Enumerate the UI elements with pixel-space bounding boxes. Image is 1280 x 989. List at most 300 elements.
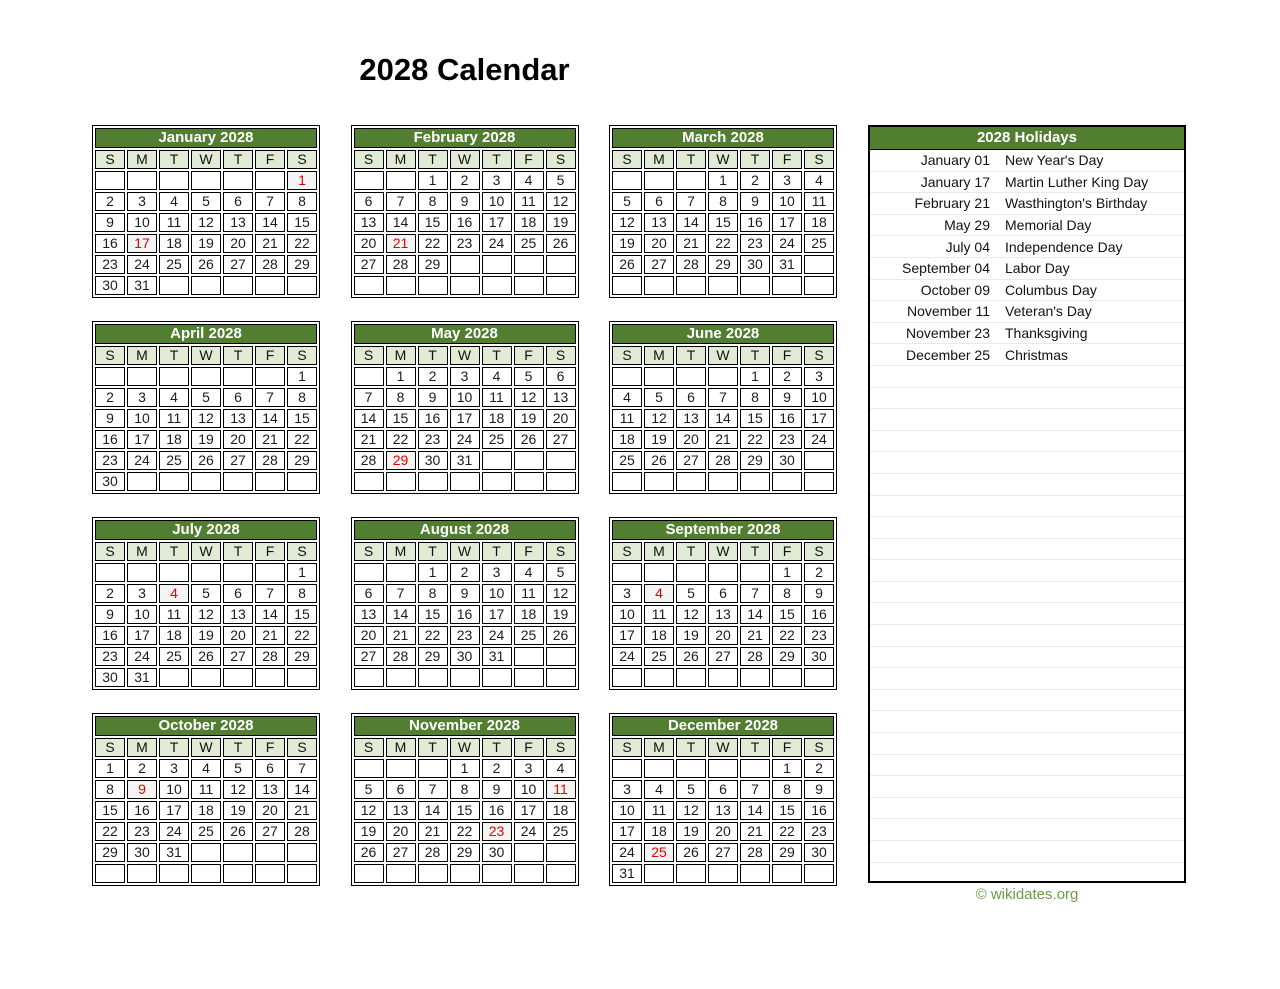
month-december [609,713,837,886]
date-cell-may-15: 15 [386,409,416,428]
date-cell-july-8: 8 [287,584,317,603]
date-cell-january-14: 14 [255,213,285,232]
day-header: S [287,346,317,365]
empty-cell [95,864,125,883]
date-cell-december-12: 12 [676,801,706,820]
holiday-empty-row [870,733,1184,755]
empty-cell [546,276,576,295]
day-header: T [482,542,512,561]
date-cell-august-14: 14 [386,605,416,624]
day-header: F [514,346,544,365]
date-cell-june-30: 30 [772,451,802,470]
month-title-august: August 2028 [354,520,576,540]
empty-cell [482,451,512,470]
date-cell-september-30: 30 [804,647,834,666]
date-cell-august-20: 20 [354,626,384,645]
empty-cell [354,472,384,491]
date-cell-august-23: 23 [450,626,480,645]
date-cell-november-15: 15 [450,801,480,820]
empty-cell [676,759,706,778]
date-cell-march-18: 18 [804,213,834,232]
empty-cell [772,668,802,687]
month-title-june: June 2028 [612,324,834,344]
date-cell-july-11: 11 [159,605,189,624]
day-header: S [95,738,125,757]
month-title-march: March 2028 [612,128,834,148]
empty-cell [612,276,642,295]
date-cell-january-31: 31 [127,276,157,295]
date-cell-march-2: 2 [740,171,770,190]
day-header: T [418,346,448,365]
date-cell-october-21: 21 [287,801,317,820]
empty-cell [612,668,642,687]
date-cell-may-20: 20 [546,409,576,428]
date-cell-april-15: 15 [287,409,317,428]
empty-cell [546,864,576,883]
date-cell-february-20: 20 [354,234,384,253]
date-cell-july-27: 27 [223,647,253,666]
day-header: T [676,346,706,365]
holiday-date: May 29 [944,217,990,234]
month-may [351,321,579,494]
date-cell-february-18: 18 [514,213,544,232]
day-header: S [546,150,576,169]
date-cell-november-27: 27 [386,843,416,862]
empty-cell [514,843,544,862]
date-cell-july-4: 4 [159,584,189,603]
day-header: W [450,150,480,169]
date-cell-june-11: 11 [612,409,642,428]
date-cell-september-25: 25 [644,647,674,666]
date-cell-december-10: 10 [612,801,642,820]
holiday-row [870,344,1184,366]
empty-cell [612,367,642,386]
empty-cell [804,255,834,274]
empty-cell [354,759,384,778]
empty-cell [255,171,285,190]
date-cell-may-30: 30 [418,451,448,470]
date-cell-february-6: 6 [354,192,384,211]
empty-cell [514,668,544,687]
date-cell-december-30: 30 [804,843,834,862]
empty-cell [386,759,416,778]
day-header: T [418,738,448,757]
date-cell-may-8: 8 [386,388,416,407]
empty-cell [450,668,480,687]
date-cell-september-9: 9 [804,584,834,603]
date-cell-december-7: 7 [740,780,770,799]
holiday-empty-row [870,647,1184,669]
date-cell-august-2: 2 [450,563,480,582]
date-cell-july-1: 1 [287,563,317,582]
date-cell-december-27: 27 [708,843,738,862]
date-cell-may-14: 14 [354,409,384,428]
empty-cell [740,864,770,883]
holiday-empty-row [870,474,1184,496]
empty-cell [546,668,576,687]
empty-cell [386,276,416,295]
date-cell-november-11: 11 [546,780,576,799]
month-september [609,517,837,690]
empty-cell [255,668,285,687]
date-cell-november-28: 28 [418,843,448,862]
holiday-name: Martin Luther King Day [1005,173,1149,190]
empty-cell [287,472,317,491]
date-cell-may-9: 9 [418,388,448,407]
holiday-name: Independence Day [1005,238,1123,255]
empty-cell [772,276,802,295]
date-cell-april-2: 2 [95,388,125,407]
date-cell-december-8: 8 [772,780,802,799]
holiday-date: November 11 [906,303,990,320]
day-header: S [354,738,384,757]
date-cell-november-9: 9 [482,780,512,799]
date-cell-november-18: 18 [546,801,576,820]
date-cell-january-6: 6 [223,192,253,211]
empty-cell [159,668,189,687]
empty-cell [772,864,802,883]
day-header: T [159,542,189,561]
holiday-row [870,193,1184,215]
date-cell-august-6: 6 [354,584,384,603]
date-cell-november-16: 16 [482,801,512,820]
date-cell-october-6: 6 [255,759,285,778]
date-cell-october-10: 10 [159,780,189,799]
day-header: S [804,346,834,365]
date-cell-october-9: 9 [127,780,157,799]
date-cell-february-10: 10 [482,192,512,211]
date-cell-june-10: 10 [804,388,834,407]
day-header: F [255,346,285,365]
empty-cell [740,472,770,491]
date-cell-september-19: 19 [676,626,706,645]
empty-cell [418,759,448,778]
date-cell-july-25: 25 [159,647,189,666]
empty-cell [804,864,834,883]
empty-cell [644,367,674,386]
date-cell-january-25: 25 [159,255,189,274]
date-cell-september-8: 8 [772,584,802,603]
empty-cell [804,668,834,687]
empty-cell [772,472,802,491]
empty-cell [354,276,384,295]
date-cell-march-10: 10 [772,192,802,211]
empty-cell [644,864,674,883]
date-cell-november-2: 2 [482,759,512,778]
empty-cell [708,759,738,778]
date-cell-june-21: 21 [708,430,738,449]
date-cell-february-2: 2 [450,171,480,190]
date-cell-february-17: 17 [482,213,512,232]
empty-cell [95,563,125,582]
day-header: M [127,150,157,169]
date-cell-december-29: 29 [772,843,802,862]
holiday-row [870,236,1184,258]
date-cell-october-16: 16 [127,801,157,820]
empty-cell [223,472,253,491]
empty-cell [191,276,221,295]
holiday-empty-row [870,539,1184,561]
empty-cell [191,171,221,190]
empty-cell [708,563,738,582]
empty-cell [191,843,221,862]
day-header: W [191,150,221,169]
date-cell-june-16: 16 [772,409,802,428]
day-header: M [386,346,416,365]
date-cell-january-12: 12 [191,213,221,232]
date-cell-november-22: 22 [450,822,480,841]
date-cell-december-2: 2 [804,759,834,778]
holiday-name: Thanksgiving [1005,325,1088,342]
month-february [351,125,579,298]
date-cell-november-25: 25 [546,822,576,841]
month-title-april: April 2028 [95,324,317,344]
empty-cell [354,864,384,883]
day-header: S [804,150,834,169]
date-cell-february-22: 22 [418,234,448,253]
date-cell-august-27: 27 [354,647,384,666]
holidays-panel [868,125,1186,883]
holiday-row [870,150,1184,172]
date-cell-september-21: 21 [740,626,770,645]
date-cell-june-23: 23 [772,430,802,449]
date-cell-july-12: 12 [191,605,221,624]
empty-cell [612,171,642,190]
date-cell-may-28: 28 [354,451,384,470]
date-cell-march-24: 24 [772,234,802,253]
day-header: W [708,346,738,365]
date-cell-february-12: 12 [546,192,576,211]
date-cell-april-13: 13 [223,409,253,428]
holiday-row [870,323,1184,345]
date-cell-july-7: 7 [255,584,285,603]
date-cell-may-29: 29 [386,451,416,470]
date-cell-september-4: 4 [644,584,674,603]
date-cell-august-17: 17 [482,605,512,624]
date-cell-june-3: 3 [804,367,834,386]
date-cell-august-18: 18 [514,605,544,624]
date-cell-may-26: 26 [514,430,544,449]
day-header: T [676,150,706,169]
holiday-empty-row [870,366,1184,388]
date-cell-july-19: 19 [191,626,221,645]
holiday-date: September 04 [902,260,990,277]
date-cell-december-5: 5 [676,780,706,799]
date-cell-october-11: 11 [191,780,221,799]
date-cell-august-22: 22 [418,626,448,645]
months-grid [92,125,837,886]
date-cell-february-8: 8 [418,192,448,211]
date-cell-march-26: 26 [612,255,642,274]
date-cell-april-12: 12 [191,409,221,428]
date-cell-july-6: 6 [223,584,253,603]
date-cell-april-5: 5 [191,388,221,407]
date-cell-july-14: 14 [255,605,285,624]
date-cell-january-2: 2 [95,192,125,211]
empty-cell [644,171,674,190]
date-cell-may-19: 19 [514,409,544,428]
date-cell-november-10: 10 [514,780,544,799]
empty-cell [191,563,221,582]
date-cell-january-11: 11 [159,213,189,232]
date-cell-march-22: 22 [708,234,738,253]
holiday-empty-row [870,496,1184,518]
date-cell-july-18: 18 [159,626,189,645]
date-cell-march-8: 8 [708,192,738,211]
empty-cell [418,472,448,491]
day-header: S [546,542,576,561]
empty-cell [482,276,512,295]
date-cell-june-18: 18 [612,430,642,449]
date-cell-april-4: 4 [159,388,189,407]
date-cell-october-22: 22 [95,822,125,841]
date-cell-july-5: 5 [191,584,221,603]
date-cell-november-13: 13 [386,801,416,820]
date-cell-june-28: 28 [708,451,738,470]
day-header: T [482,738,512,757]
day-header: T [740,738,770,757]
empty-cell [514,864,544,883]
date-cell-june-14: 14 [708,409,738,428]
date-cell-january-7: 7 [255,192,285,211]
date-cell-may-13: 13 [546,388,576,407]
empty-cell [612,472,642,491]
empty-cell [191,864,221,883]
date-cell-december-19: 19 [676,822,706,841]
date-cell-april-19: 19 [191,430,221,449]
date-cell-february-7: 7 [386,192,416,211]
holiday-name: New Year's Day [1005,152,1104,169]
holiday-date: July 04 [945,238,990,255]
date-cell-october-1: 1 [95,759,125,778]
date-cell-june-22: 22 [740,430,770,449]
date-cell-may-24: 24 [450,430,480,449]
day-header: S [95,542,125,561]
date-cell-september-18: 18 [644,626,674,645]
day-header: S [612,150,642,169]
day-header: S [612,738,642,757]
empty-cell [354,367,384,386]
date-cell-february-11: 11 [514,192,544,211]
date-cell-july-31: 31 [127,668,157,687]
date-cell-november-26: 26 [354,843,384,862]
date-cell-august-26: 26 [546,626,576,645]
date-cell-april-30: 30 [95,472,125,491]
date-cell-september-10: 10 [612,605,642,624]
day-header: T [676,738,706,757]
empty-cell [450,472,480,491]
date-cell-january-23: 23 [95,255,125,274]
empty-cell [127,864,157,883]
date-cell-may-4: 4 [482,367,512,386]
date-cell-september-15: 15 [772,605,802,624]
day-header: T [740,346,770,365]
copyright-credit-link[interactable]: © wikidates.org [975,886,1079,903]
date-cell-september-13: 13 [708,605,738,624]
date-cell-february-3: 3 [482,171,512,190]
day-header: T [740,542,770,561]
date-cell-may-23: 23 [418,430,448,449]
date-cell-june-19: 19 [644,430,674,449]
empty-cell [708,472,738,491]
empty-cell [386,563,416,582]
empty-cell [482,472,512,491]
date-cell-october-13: 13 [255,780,285,799]
empty-cell [708,864,738,883]
empty-cell [482,668,512,687]
date-cell-january-28: 28 [255,255,285,274]
date-cell-january-22: 22 [287,234,317,253]
date-cell-march-29: 29 [708,255,738,274]
day-header: S [287,542,317,561]
date-cell-august-25: 25 [514,626,544,645]
empty-cell [223,864,253,883]
date-cell-october-20: 20 [255,801,285,820]
date-cell-november-12: 12 [354,801,384,820]
empty-cell [354,668,384,687]
day-header: S [354,150,384,169]
date-cell-july-30: 30 [95,668,125,687]
date-cell-august-30: 30 [450,647,480,666]
date-cell-october-14: 14 [287,780,317,799]
date-cell-may-31: 31 [450,451,480,470]
holiday-name: Christmas [1005,346,1069,363]
day-header: W [191,346,221,365]
date-cell-may-1: 1 [386,367,416,386]
empty-cell [418,276,448,295]
holiday-name: Memorial Day [1005,217,1092,234]
date-cell-july-29: 29 [287,647,317,666]
empty-cell [418,864,448,883]
empty-cell [95,367,125,386]
date-cell-august-24: 24 [482,626,512,645]
empty-cell [482,864,512,883]
holiday-date: January 01 [920,152,990,169]
date-cell-january-10: 10 [127,213,157,232]
date-cell-november-23: 23 [482,822,512,841]
date-cell-december-21: 21 [740,822,770,841]
empty-cell [546,843,576,862]
date-cell-june-1: 1 [740,367,770,386]
empty-cell [223,668,253,687]
date-cell-march-12: 12 [612,213,642,232]
day-header: S [804,542,834,561]
holiday-row [870,172,1184,194]
day-header: M [644,150,674,169]
date-cell-february-9: 9 [450,192,480,211]
month-title-december: December 2028 [612,716,834,736]
date-cell-october-23: 23 [127,822,157,841]
date-cell-march-20: 20 [644,234,674,253]
date-cell-april-25: 25 [159,451,189,470]
empty-cell [676,864,706,883]
date-cell-october-31: 31 [159,843,189,862]
empty-cell [804,472,834,491]
date-cell-november-14: 14 [418,801,448,820]
date-cell-july-21: 21 [255,626,285,645]
date-cell-september-16: 16 [804,605,834,624]
date-cell-april-1: 1 [287,367,317,386]
date-cell-june-5: 5 [644,388,674,407]
date-cell-october-25: 25 [191,822,221,841]
month-august [351,517,579,690]
date-cell-december-14: 14 [740,801,770,820]
empty-cell [191,668,221,687]
empty-cell [159,276,189,295]
day-header: F [514,542,544,561]
empty-cell [612,563,642,582]
empty-cell [644,472,674,491]
